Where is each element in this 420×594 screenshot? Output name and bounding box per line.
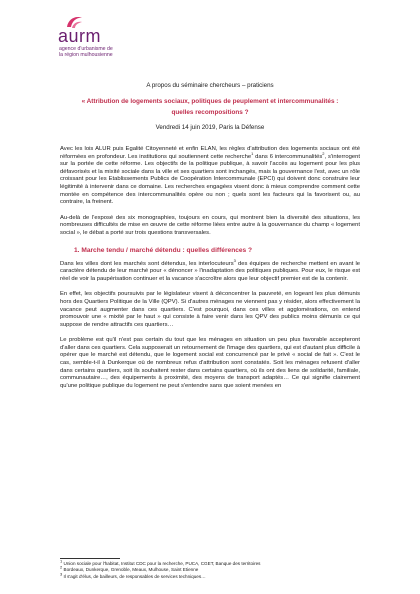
- intro-p1-text-a: Avec les lois ALUR puis Egalité Citoyenneté et enfin ELAN, les règles d'attribution des logements sociaux ont été réformées en profondeur. Les institutions qui soutiennent cette recherche: [60, 146, 360, 160]
- section-1-paragraph-2: En effet, les objectifs poursuivis par le législateur visent à déconcentrer la pauvreté, en logeant les plus démunis hors des Quartiers Politique de la Ville (QPV). Si d'autres ménages ne viennent pas y résider, alors effectivement la vacance peut augmenter dans ces quartiers. C'est pourquoi, dans ces villes et agglomérations, on entend promouvoir une « mixité par le haut » qui consiste à faire venir dans les QPV des publics moins démunis ce qui suppose de rendre attractifs ces quartiers…: [60, 291, 360, 328]
- footnote-3: [60, 571, 360, 580]
- footnote-ref-2: 2: [322, 150, 325, 156]
- kicker: A propos du séminaire chercheurs – praticiens: [146, 82, 274, 89]
- footnote-3-number: 3: [60, 571, 63, 577]
- s1-p1-text-b: des équipes de recherche mettent en avant le caractère détendu de leur marché pour « dénoncer » l'inadaptation des politiques publiques. Pour eux, le risque est réel de voir la paupérisation continuer et la vacance s'accroître alors que leur objectif premier est de la contenir.: [60, 260, 360, 282]
- footnote-ref-1: 1: [251, 150, 254, 156]
- section-1-heading: 1. Marche tendu / marché détendu : quelles différences ?: [74, 246, 253, 254]
- footnote-1-number: 1: [60, 558, 63, 564]
- s1-p1-text-a: Dans les villes dont les marchés sont détendus, les interlocuteurs: [60, 260, 234, 267]
- intro-paragraph-2: Au-delà de l'exposé des six monographies, toujours en cours, qui montrent bien la diversité des situations, les nombreuses difficultés de mise en œuvre de cette réforme liées entre autre à la gouvernance du champ « logement social », le débat a porté sur trois questions transversales.: [60, 214, 360, 236]
- section-1-paragraph-3: Le problème est qu'il n'est pas certain du tout que les ménages en situation un peu plus favorable accepteront d'aller dans ces quartiers. Cela supposerait un retournement de l'image des quartiers, qui est d'autant plus difficile à opérer que le marché est détendu, que le logement social est concurrencé par le privé « social de fait ». C'est le cas, semble-t-il à Dunkerque où de nombreux refus d'attribution sont constatés. Soit les ménages refusent d'aller dans certains quartiers, soit ils souhaitent rester dans certains quartiers, où ils ont des liens de solidarité, familiale, communautaire…, des équipements à proximité, des moyens de transport adaptés… Ce qui signifie clairement qu'une politique publique du logement ne peut s'entendre sans que soient menées en: [60, 337, 360, 389]
- footnote-1-text: Union sociale pour l'habitat, Institut CDC pour la recherche, PUCA, CGET, Banque des territoires: [62, 561, 261, 566]
- intro-paragraph-1: [60, 146, 360, 207]
- footnote-3-text: Il s'agit d'élus, de bailleurs, de responsables de services techniques…: [62, 573, 206, 579]
- logo-wordmark: aurm: [58, 26, 102, 46]
- title-line-2: quelles recompositions ?: [171, 109, 249, 116]
- title-line-1: « Attribution de logements sociaux, politiques de peuplement et intercommunalités :: [81, 98, 339, 105]
- event-date: Vendredi 14 juin 2019, Paris la Défense: [155, 124, 265, 131]
- logo-tagline-2: la région mulhousienne: [59, 52, 113, 58]
- footnote-2-text: Bordeaux, Dunkerque, Grenoble, Meaux, Mulhouse, Saint Etienne: [62, 567, 199, 573]
- footnote-ref-3: 3: [233, 257, 236, 263]
- intro-p1-text-b: dans 6 intercommunalités: [253, 153, 323, 160]
- logo-tagline-1: agence d'urbanisme de: [59, 46, 113, 52]
- document-title: [60, 96, 360, 118]
- footnote-separator: [60, 558, 120, 559]
- footnote-2-number: 2: [60, 564, 63, 570]
- footnotes: [60, 558, 360, 580]
- intro-p1-text-c: , s'interrogent sur la portée de cette réforme. Les objectifs de la politique publique, à savoir l'accès au logement pour les plus défavorisés et la mixité sociale dans la ville et ses quartiers sont inchangés, mais la gouvernance l'est, avec un rôle croissant pour les Etablissements Publics de Coopération Intercommunale (EPCI) qui doivent donc construire leur légitimité à intervenir dans ce domaine. Les recherches engagées visent donc à mieux comprendre comment cette montée en compétence des intercommunalités opère ou non ; quels sont les facteurs qui la favorisent ou, au contraire, la freinent.: [60, 153, 360, 206]
- section-1-paragraph-1: [60, 257, 360, 284]
- aurm-logo: [58, 13, 128, 59]
- document-body: [60, 82, 360, 398]
